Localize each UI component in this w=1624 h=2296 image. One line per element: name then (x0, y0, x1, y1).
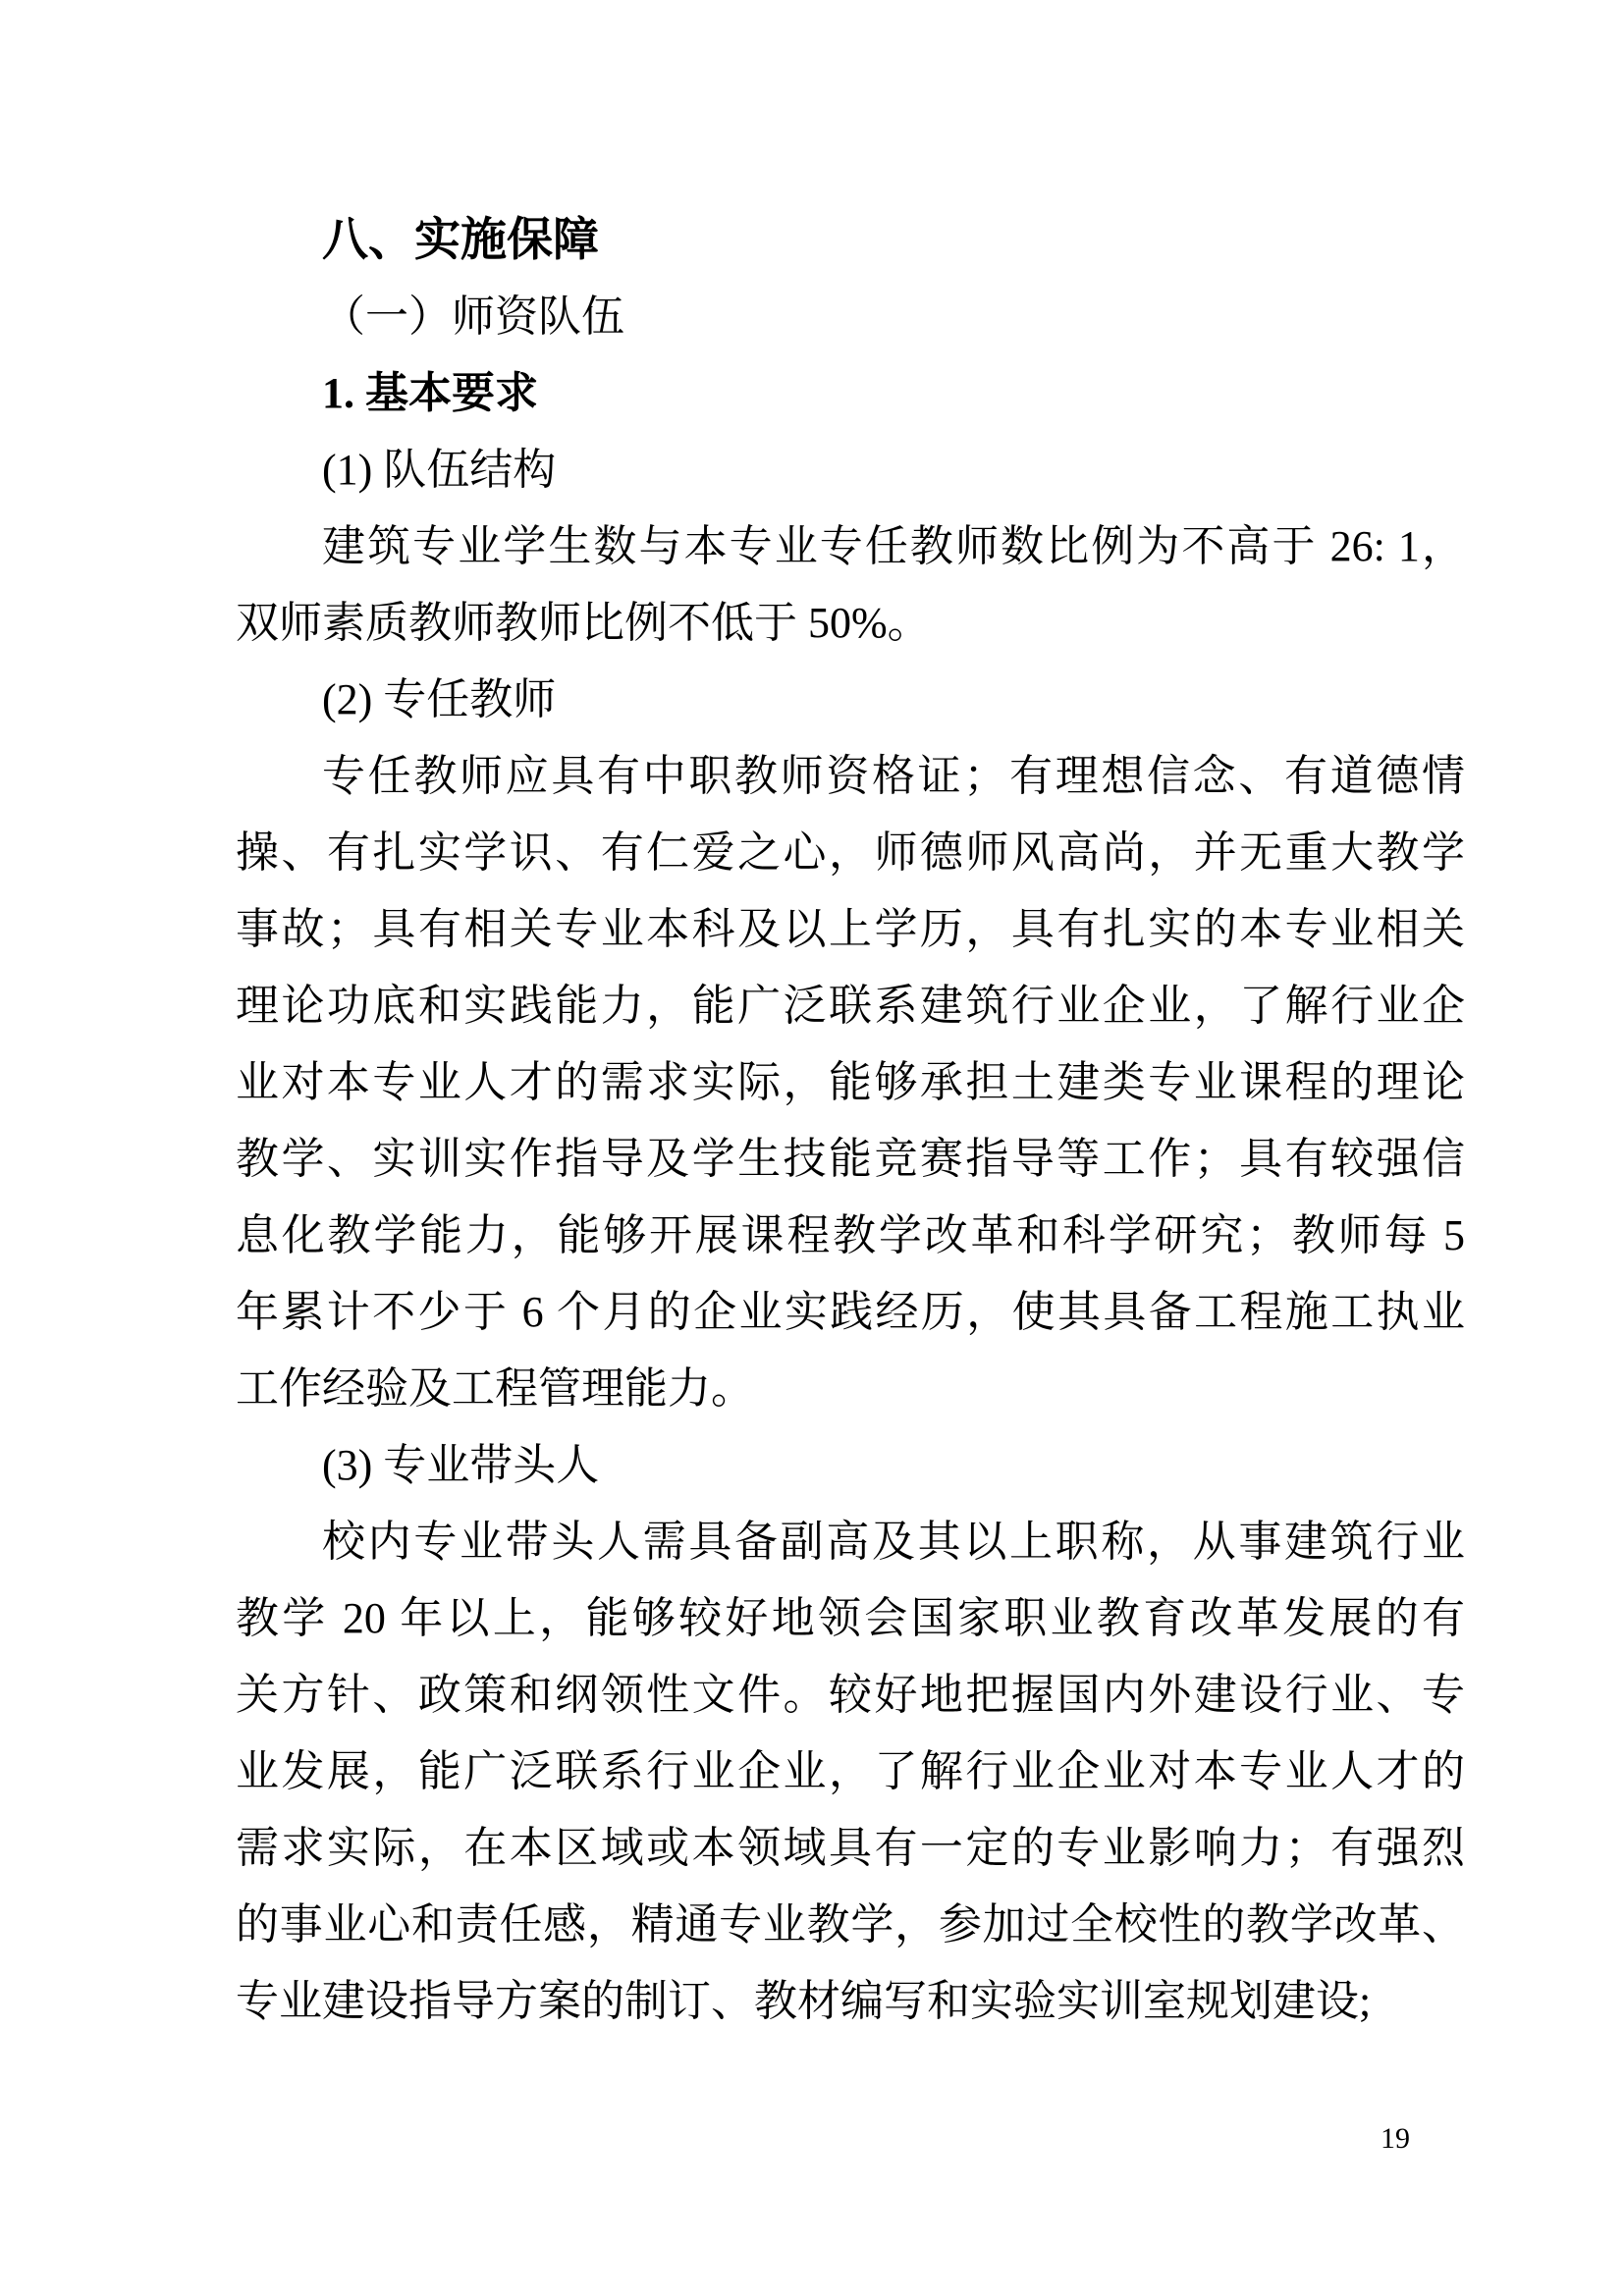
clause-heading: 1. 基本要求 (322, 369, 538, 417)
paragraph-line: 的事业心和责任感，精通专业教学，参加过全校性的教学改革、 (236, 1900, 1465, 1949)
paragraph-line: 理论功底和实践能力，能广泛联系建筑行业企业，了解行业企 (236, 982, 1465, 1030)
paragraph-line: 业对本专业人才的需求实际，能够承担土建类专业课程的理论 (236, 1058, 1465, 1106)
paragraph-line: 专任教师应具有中职教师资格证；有理想信念、有道德情 (322, 752, 1465, 800)
paragraph-line: 专业建设指导方案的制订、教材编写和实验实训室规划建设; (236, 1977, 1372, 2025)
section-heading: 八、实施保障 (322, 215, 599, 266)
paragraph-line: 教学 20 年以上，能够较好地领会国家职业教育改革发展的有 (236, 1594, 1465, 1642)
item-heading-3: (3) 专业带头人 (322, 1441, 600, 1489)
paragraph-line: 操、有扎实学识、有仁爱之心，师德师风高尚，并无重大教学 (236, 828, 1465, 877)
item-heading-1: (1) 队伍结构 (322, 446, 557, 494)
paragraph-line: 关方针、政策和纲领性文件。较好地把握国内外建设行业、专 (236, 1671, 1465, 1719)
paragraph-line: 教学、实训实作指导及学生技能竞赛指导等工作；具有较强信 (236, 1135, 1465, 1183)
paragraph-line: 息化教学能力，能够开展课程教学改革和科学研究；教师每 5 (236, 1211, 1465, 1259)
item-heading-2: (2) 专任教师 (322, 675, 557, 723)
paragraph-line: 校内专业带头人需具备副高及其以上职称，从事建筑行业 (322, 1518, 1465, 1566)
paragraph-line: 建筑专业学生数与本专业专任教师数比例为不高于 26: 1， (322, 522, 1465, 570)
subsection-heading: （一）师资队伍 (322, 293, 624, 341)
paragraph-line: 双师素质教师教师比例不低于 50%。 (236, 599, 931, 647)
page-number: 19 (1380, 2122, 1410, 2155)
paragraph-line: 年累计不少于 6 个月的企业实践经历，使其具备工程施工执业 (236, 1288, 1465, 1336)
paragraph-line: 事故；具有相关专业本科及以上学历，具有扎实的本专业相关 (236, 905, 1465, 953)
paragraph-line: 工作经验及工程管理能力。 (236, 1364, 754, 1413)
paragraph-line: 需求实际，在本区域或本领域具有一定的专业影响力；有强烈 (236, 1824, 1465, 1872)
paragraph-line: 业发展，能广泛联系行业企业，了解行业企业对本专业人才的 (236, 1747, 1465, 1795)
document-body (236, 202, 1465, 2040)
